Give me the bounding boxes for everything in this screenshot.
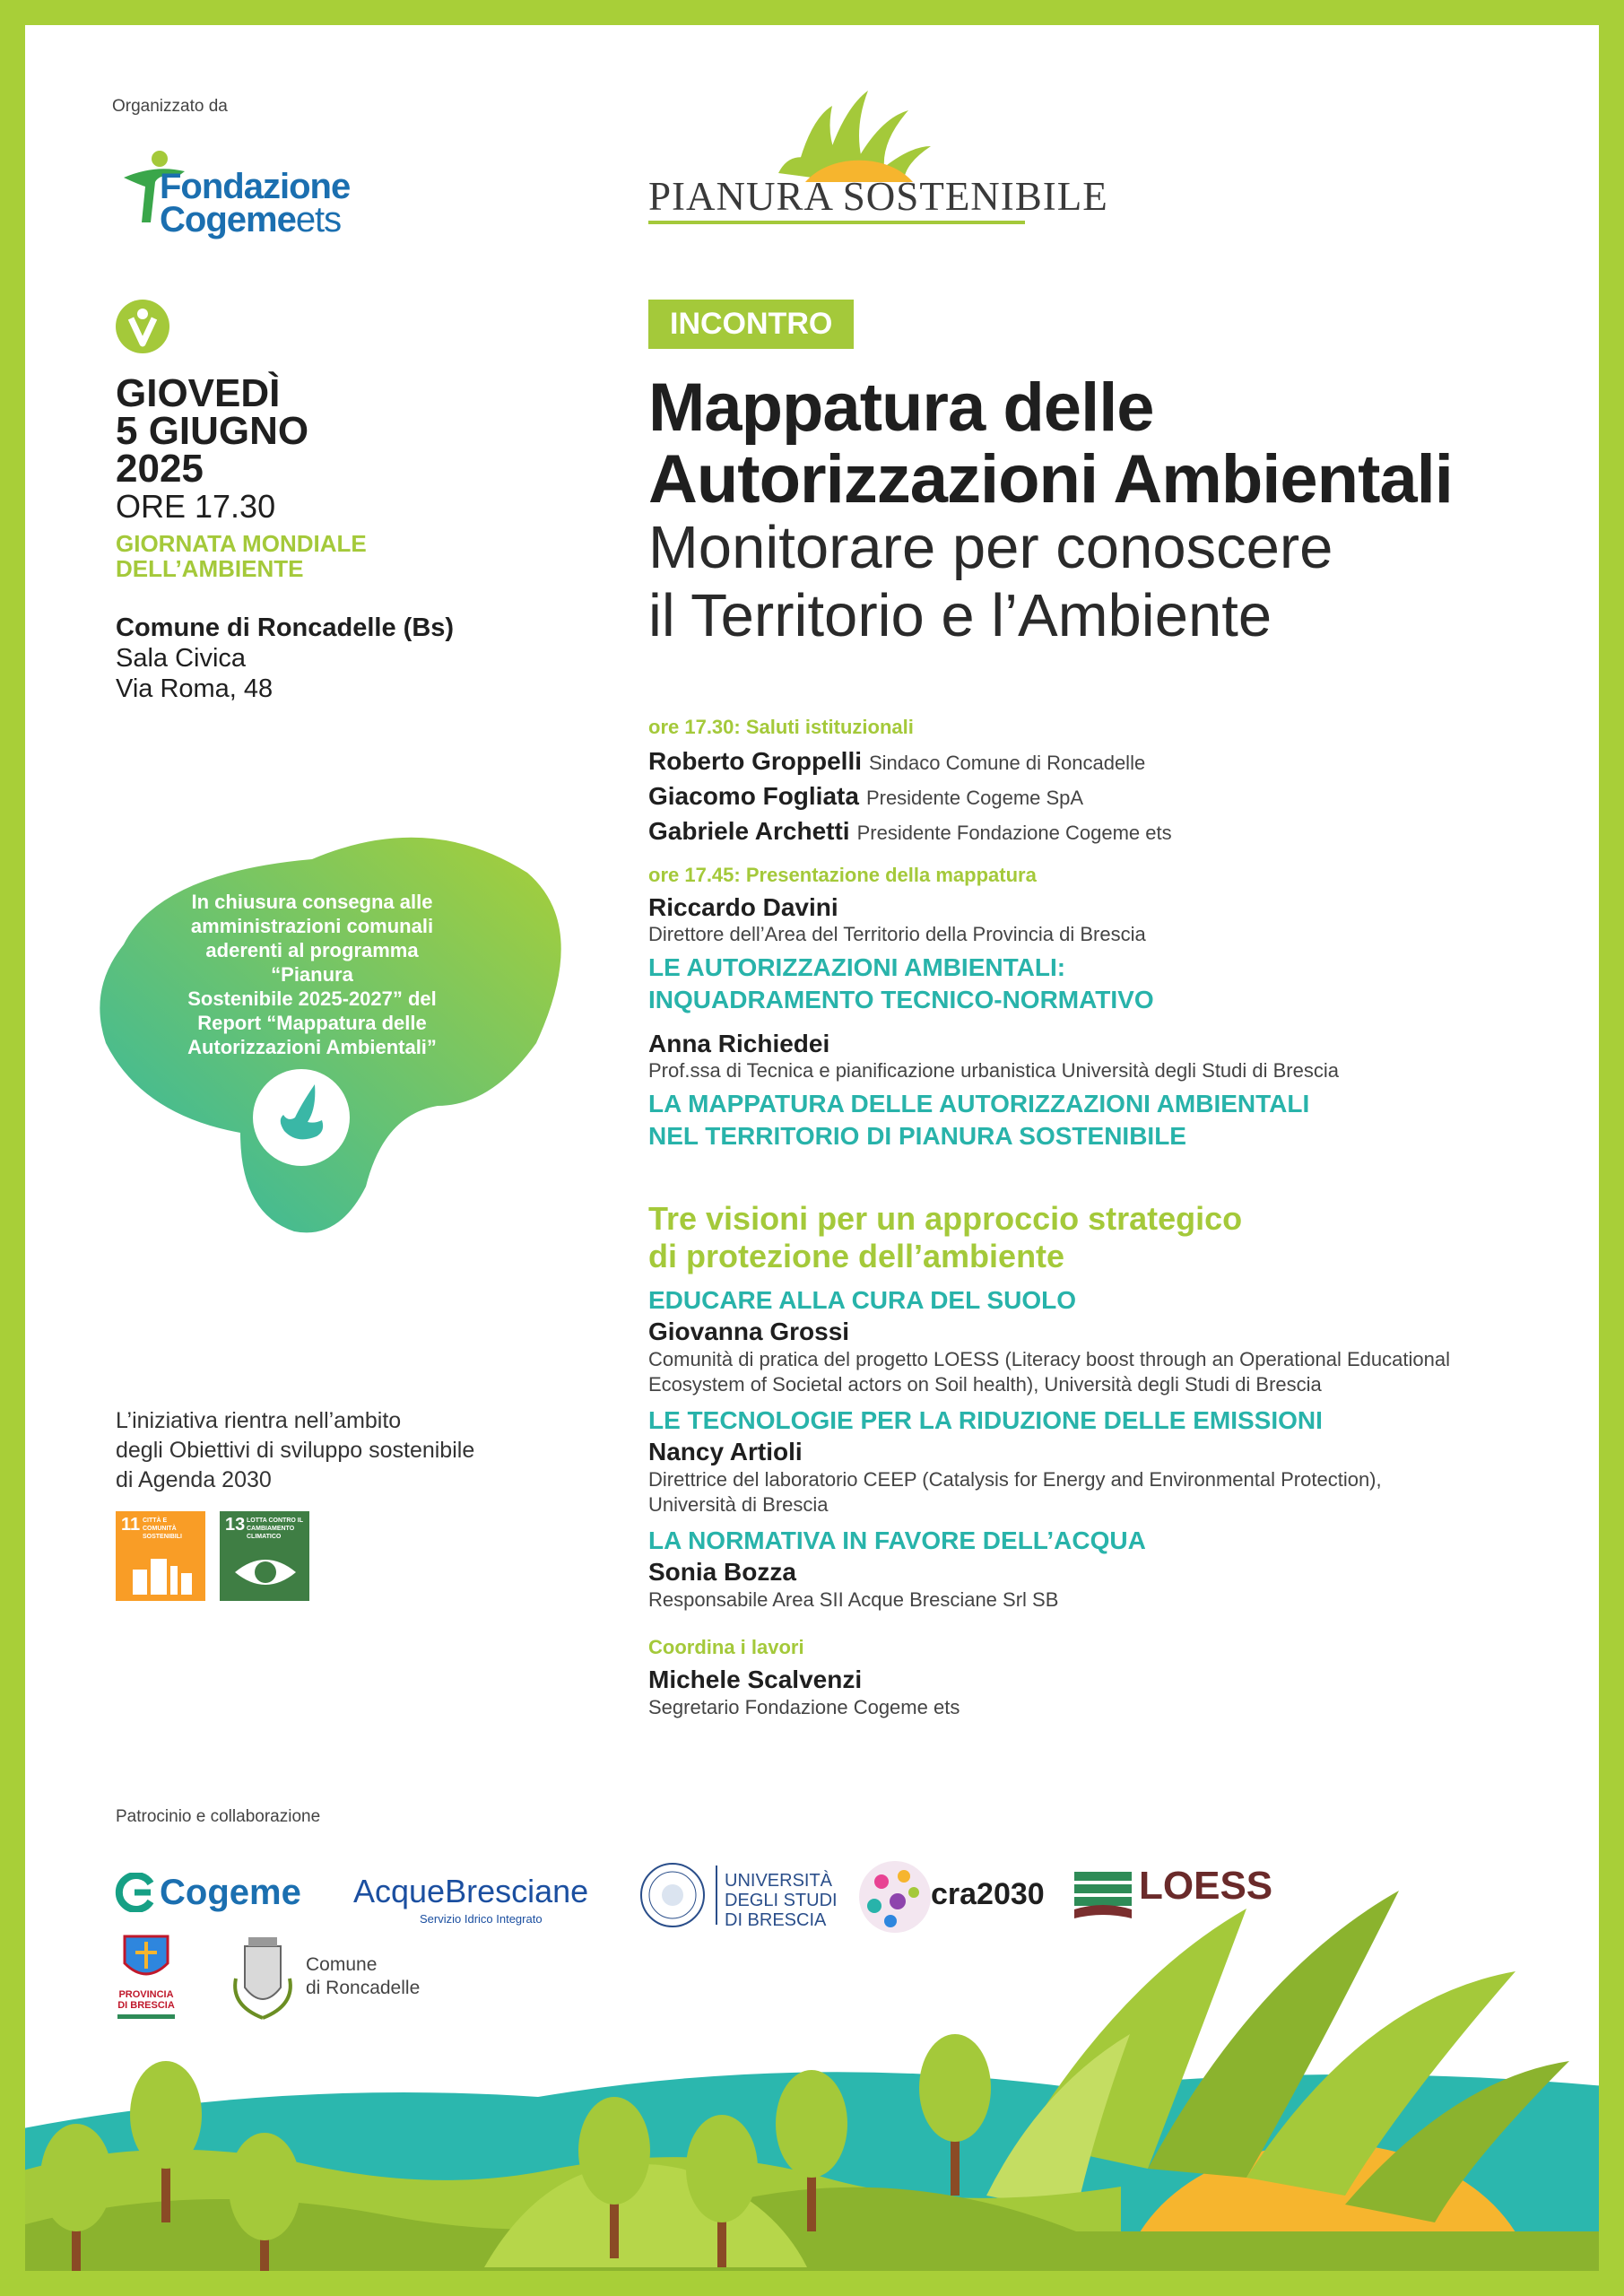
speaker-list (648, 746, 1545, 851)
fondazione-cogeme-logo-line2: Cogemeets (160, 200, 342, 239)
speaker-role: Sindaco Comune di Roncadelle (869, 752, 1146, 774)
agenda-note-line: di Agenda 2030 (116, 1467, 272, 1492)
unibs-line: DEGLI STUDI (725, 1891, 838, 1910)
coordinator-role: Segretario Fondazione Cogeme ets (648, 1696, 960, 1718)
venue-block (116, 613, 454, 704)
pianura-sostenibile-logo-text: PIANURA SOSTENIBILE (648, 174, 1108, 219)
speaker-description: Direttrice del laboratorio CEEP (Catalysis for Energy and Environmental Protection), (648, 1468, 1382, 1491)
speaker-name: Roberto Groppelli (648, 747, 862, 775)
venue-name: Comune di Roncadelle (Bs) (116, 613, 455, 642)
occasion-line2: DELL’AMBIENTE (116, 555, 304, 582)
speaker-description: Comunità di pratica del progetto LOESS (Literacy boost through an Operational Educational (648, 1348, 1450, 1370)
event-subtitle-line: Monitorare per conoscere (648, 514, 1333, 581)
event-subtitle-line: il Territorio e l’Ambiente (648, 582, 1272, 649)
event-time: ORE 17.30 (116, 488, 276, 525)
speaker-row (648, 816, 1545, 851)
roncadelle-line: Comune (306, 1954, 378, 1975)
event-day: GIOVEDÌ (116, 371, 281, 415)
logo-underline (648, 221, 1025, 224)
visions-heading: Tre visioni per un approccio strategico (648, 1200, 1243, 1237)
speaker-description: Ecosystem of Societal actors on Soil health), Università degli Studi di Brescia (648, 1373, 1322, 1396)
provincia-line: DI BRESCIA (117, 2000, 175, 2011)
city-icon (129, 1552, 194, 1595)
acque-bresciane-subtitle: Servizio Idrico Integrato (420, 1912, 543, 1926)
cogeme-logo-text: Cogeme (160, 1873, 301, 1912)
eye-globe-icon (233, 1554, 298, 1590)
provincia-line: PROVINCIA (118, 1989, 174, 2000)
program-section-2 (648, 864, 1545, 1152)
agenda-note-line: degli Obiettivi di sviluppo sostenibile (116, 1438, 475, 1463)
event-year: 2025 (116, 447, 204, 491)
event-title-line: Autorizzazioni Ambientali (648, 441, 1453, 517)
event-title-line: Mappatura delle (648, 370, 1154, 446)
sdg-11-label: CITTÀ E COMUNITÀ SOSTENIBILI (143, 1518, 182, 1540)
speaker-row (648, 746, 1545, 781)
partners-label: Patrocinio e collaborazione (116, 1807, 321, 1826)
closing-note-line: Report “Mappatura delle (197, 1012, 427, 1034)
speaker-role: Presidente Fondazione Cogeme ets (856, 822, 1172, 844)
cra2030-logo-text: cra2030 (931, 1877, 1045, 1911)
visions-section (648, 1200, 1545, 1720)
handshake-icon (252, 1068, 351, 1167)
event-subtitle (648, 514, 1333, 650)
speaker-description: Responsabile Area SII Acque Bresciane Srl SB (648, 1588, 1059, 1611)
sdg-11-number: 11 (121, 1515, 141, 1535)
speaker-role: Prof.ssa di Tecnica e pianificazione urbanistica Università degli Studi di Brescia (648, 1059, 1339, 1082)
closing-note-line: aderenti al programma “Pianura (205, 939, 419, 986)
talk-topic: INQUADRAMENTO TECNICO-NORMATIVO (648, 986, 1154, 1013)
occasion-line1: GIORNATA MONDIALE (116, 530, 367, 557)
fondazione-cogeme-logo-line1: Fondazione (160, 167, 351, 206)
acque-bresciane-logo-text: AcqueBresciane (353, 1873, 589, 1909)
coordinator-header: Coordina i lavori (648, 1636, 804, 1658)
speaker-description: Università di Brescia (648, 1493, 829, 1516)
speaker-name: Giacomo Fogliata (648, 782, 859, 810)
organized-by-label: Organizzato da (112, 97, 228, 116)
event-type-tag: INCONTRO (648, 300, 854, 349)
coordinator-name: Michele Scalvenzi (648, 1665, 863, 1693)
visions-heading: di protezione dell’ambiente (648, 1238, 1065, 1274)
vision-topic: EDUCARE ALLA CURA DEL SUOLO (648, 1286, 1077, 1314)
landscape-illustration (25, 1873, 1599, 2271)
speaker-name: Anna Richiedei (648, 1030, 830, 1057)
closing-note-text (164, 890, 460, 1059)
roncadelle-line: di Roncadelle (306, 1978, 421, 1998)
sdg-13-label: LOTTA CONTRO IL CAMBIAMENTO CLIMATICO (247, 1518, 303, 1540)
speaker-role: Presidente Cogeme SpA (865, 787, 1084, 809)
talk-topic: LA MAPPATURA DELLE AUTORIZZAZIONI AMBIENTALI (648, 1090, 1310, 1118)
venue-address: Via Roma, 48 (116, 674, 274, 703)
closing-note-line: Sostenibile 2025-2027” del (187, 987, 437, 1010)
location-pin-icon (115, 299, 170, 354)
speaker-name: Giovanna Grossi (648, 1318, 850, 1345)
agenda-note (116, 1406, 474, 1495)
talk-topic: LE AUTORIZZAZIONI AMBIENTALI: (648, 953, 1066, 981)
unibs-line: UNIVERSITÀ (725, 1871, 833, 1891)
speaker-name: Sonia Bozza (648, 1558, 796, 1586)
sdg-11-badge (116, 1511, 205, 1601)
program-section-header: ore 17.45: Presentazione della mappatura (648, 864, 1037, 886)
speaker-row (648, 781, 1545, 816)
vision-topic: LE TECNOLOGIE PER LA RIDUZIONE DELLE EMISSIONI (648, 1406, 1323, 1434)
agenda-note-line: L’iniziativa rientra nell’ambito (116, 1408, 402, 1433)
vision-topic: LA NORMATIVA IN FAVORE DELL’ACQUA (648, 1526, 1146, 1554)
program-section-header: ore 17.30: Saluti istituzionali (648, 716, 914, 738)
unibs-line: DI BRESCIA (725, 1910, 827, 1930)
event-date: 5 GIUGNO (116, 409, 309, 453)
closing-note-line: In chiusura consegna alle (191, 891, 433, 913)
speaker-name: Nancy Artioli (648, 1438, 803, 1465)
speaker-role: Direttore dell’Area del Territorio della Provincia di Brescia (648, 923, 1146, 945)
sdg-13-badge (220, 1511, 309, 1601)
event-title (648, 372, 1453, 516)
poster-panel (25, 25, 1599, 2271)
loess-logo-text: LOESS (1139, 1864, 1273, 1908)
speaker-name: Riccardo Davini (648, 893, 838, 921)
speaker-name: Gabriele Archetti (648, 817, 850, 845)
program-section-1 (648, 716, 1545, 851)
closing-note-line: Autorizzazioni Ambientali” (187, 1036, 437, 1058)
sdg-13-number: 13 (225, 1515, 246, 1535)
date-block (116, 371, 367, 582)
closing-note-line: amministrazioni comunali (190, 915, 434, 937)
venue-room: Sala Civica (116, 644, 247, 673)
talk-topic: NEL TERRITORIO DI PIANURA SOSTENIBILE (648, 1122, 1186, 1150)
